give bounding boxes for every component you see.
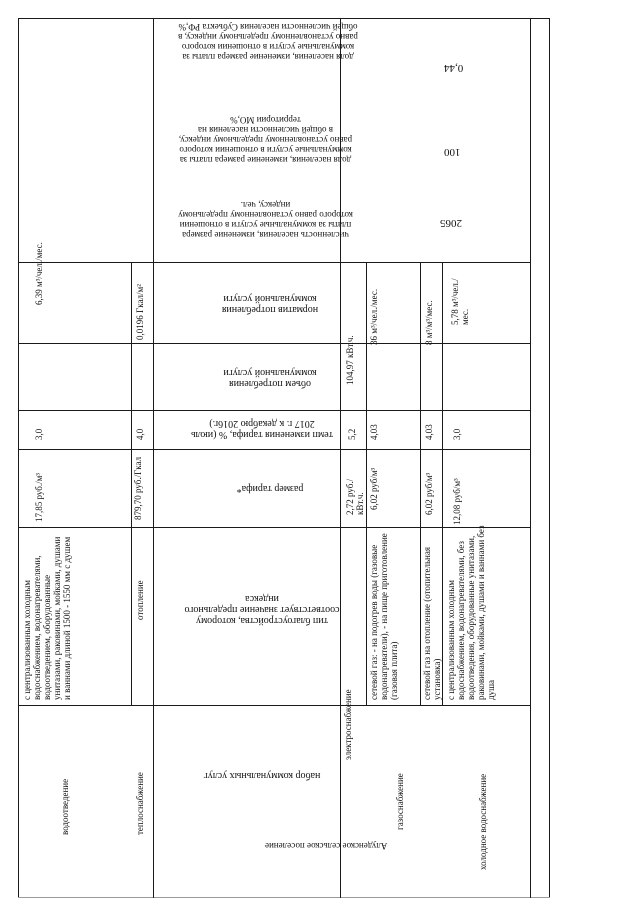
row1-norm [34,242,97,315]
row6-amenity-text: с централизованным холодным водоснабжением, водонагревателями, без водоотведения, оборудованные унитазами, раковинами, мойками, душами и ваннами без душа [446,525,496,700]
row2-tariff-text: 879,70 руб./Гкал [133,456,143,520]
population-count-value: 2065 [440,217,462,229]
row6-tariff-text: 12,08 руб/м³ [452,478,462,525]
municipality-name: Алуденское сельское поселение [265,841,388,851]
header-tariff-growth [182,418,342,440]
row6-growth-text: 3,0 [452,428,462,440]
row1-growth [34,428,45,450]
row5-tariff-text: 6,02 руб/м³ [424,472,434,515]
row2-norm [135,284,191,350]
row4-norm [369,288,425,355]
row6-service-text: холодное водоснабжение [478,773,488,870]
row6-norm [450,278,500,345]
header-share-mo [178,115,353,165]
row3-volume-text: 104,97 кВт.ч. [345,335,355,385]
header-share-subject [178,22,358,62]
row1-tariff [34,473,83,532]
header-consumption-norm [200,293,340,315]
row4-growth-text: 4,03 [369,424,379,440]
row1-amenity-text: с централизованным холодным водоснабжением, водонагревателями, водоотведением, оборудованные унитазами, раковинами, мойками, душами и ваннами длиной 1500 - 1550 мм с душем [22,536,72,700]
header-tariff-size-text: размер тарифа* [236,483,304,494]
row2-norm-text: 0,0196 Гкал/м² [135,284,145,340]
share-mo-value: 100 [444,146,461,158]
header-population-count-text: численность населения, изменение размера платы за коммунальные услуги в отношении которого равно установленному предельному индексу, чел. [178,200,353,240]
row4-amenity-text: сетевой газ: - на подогрев воды (газовые водонагреватели), - на пище приготовление (газовая плита) [369,533,399,700]
row5-norm-text: 8 м³/м³/мес. [424,300,434,345]
header-tariff-growth-text: темп изменения тарифа, % (июль 2017 г. к декабрю 2016г.) [191,418,333,440]
header-consumption-volume [200,367,340,389]
row1-service [60,778,116,845]
row1-service-text: водоотведение [60,778,70,835]
header-services-set-text: набор коммунальных услуг [203,770,321,781]
row4-service [395,773,452,840]
header-tariff-size [200,483,340,494]
row5-growth-text: 4,03 [424,424,434,440]
share-subject-value: 0,44 [444,62,464,74]
row2-amenity [135,580,175,630]
header-services-set [182,770,342,781]
row5-amenity-text: сетевой газ на отопление (отопительная установка) [422,546,442,700]
row3-growth-text: 5,2 [347,428,357,440]
row2-tariff [133,456,203,530]
header-share-mo-text: доля населения, изменение размера платы за коммунальные услуги в отношении которого равно установленному предельному индексу, в общей численности населения на территории МО,% [178,115,353,165]
header-amenity-type-text: тип благоустройства, которому соответствует значение предельного индекса [184,593,340,626]
row2-growth [135,428,146,450]
header-amenity-type [182,593,342,626]
row3-volume [345,335,395,395]
row3-tariff-text: 2,72 руб./ кВт.ч. [345,478,365,515]
row3-service [343,689,403,770]
row2-amenity-text: отопление [135,580,145,620]
row6-growth [452,428,463,450]
row4-tariff [369,467,411,520]
header-population-count [178,200,353,240]
row5-growth [424,424,440,450]
row2-service-text: теплоснабжение [135,772,145,835]
header-consumption-norm-text: норматив потребления коммунальной услуги [221,293,319,315]
row4-growth [369,424,385,450]
row1-growth-text: 3,0 [34,428,44,440]
row1-tariff-text: 17,85 руб./м³ [34,473,44,522]
row3-growth [347,428,358,450]
header-consumption-volume-text: объем потребления коммунальной услуги [223,367,317,389]
row4-tariff-text: 6,02 руб/м³ [369,467,379,510]
row2-service [135,772,198,845]
row1-norm-text: 6,39 м³/чел./мес. [34,242,44,305]
row2-growth-text: 4,0 [135,428,145,440]
row6-amenity [446,525,621,750]
row4-service-text: газоснабжение [395,773,405,830]
row3-service-text: электроснабжение [343,689,353,760]
header-share-subject-text: доля населения, изменение размера платы за коммунальные услуги в отношении которого равно установленному предельному индексу, в общей численности населения Субъекта РФ,% [178,22,358,62]
row4-norm-text: 36 м³/чел./мес. [369,288,379,345]
row6-norm-text: 5,78 м³/чел./мес. [450,278,470,325]
row6-service [478,773,578,880]
